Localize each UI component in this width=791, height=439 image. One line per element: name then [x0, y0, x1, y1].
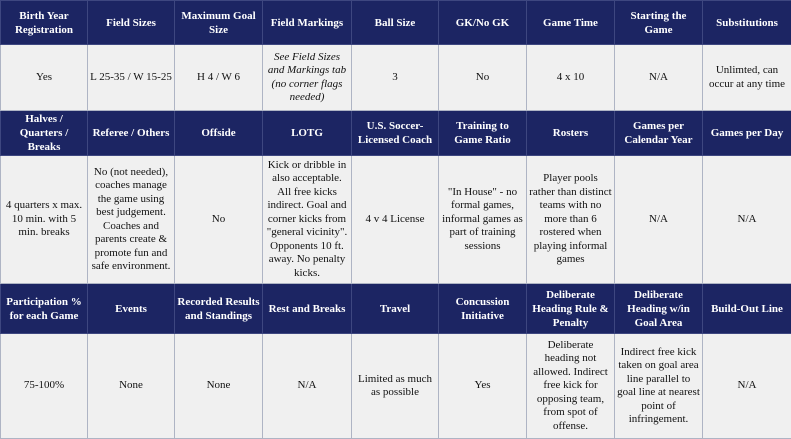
value-cell: None — [88, 334, 175, 439]
value-row-2 — [1, 156, 791, 284]
value-cell: No — [439, 45, 527, 111]
value-cell: N/A — [703, 334, 791, 439]
header-cell: Starting the Game — [615, 1, 703, 45]
value-cell: 4 v 4 License — [352, 156, 439, 284]
value-cell: H 4 / W 6 — [175, 45, 263, 111]
header-cell: Ball Size — [352, 1, 439, 45]
value-cell: Kick or dribble in also acceptable. All free kicks indirect. Goal and corner kicks from "general vicinity". Opponents 10 ft. away. No penalty kicks. — [263, 156, 352, 284]
header-cell: Build-Out Line — [703, 284, 791, 334]
header-cell: Maximum Goal Size — [175, 1, 263, 45]
header-cell: GK/No GK — [439, 1, 527, 45]
header-cell: Halves / Quarters / Breaks — [1, 111, 88, 156]
header-cell: Deliberate Heading Rule & Penalty — [527, 284, 615, 334]
value-cell: N/A — [615, 45, 703, 111]
header-cell: Recorded Results and Standings — [175, 284, 263, 334]
header-cell: Participation % for each Game — [1, 284, 88, 334]
value-cell: 75-100% — [1, 334, 88, 439]
value-cell: 3 — [352, 45, 439, 111]
header-cell: Travel — [352, 284, 439, 334]
value-row-1 — [1, 45, 791, 111]
value-row-3 — [1, 334, 791, 439]
header-cell: Games per Day — [703, 111, 791, 156]
value-cell: None — [175, 334, 263, 439]
value-cell: 4 x 10 — [527, 45, 615, 111]
header-row-2 — [1, 111, 791, 156]
header-cell: Concussion Initiative — [439, 284, 527, 334]
value-cell: N/A — [615, 156, 703, 284]
value-cell: Limited as much as possible — [352, 334, 439, 439]
header-cell: Rest and Breaks — [263, 284, 352, 334]
header-cell: Rosters — [527, 111, 615, 156]
header-cell: Events — [88, 284, 175, 334]
value-cell: No (not needed), coaches manage the game using best judgement. Coaches and parents create & promote fun and safe environment. — [88, 156, 175, 284]
value-cell: No — [175, 156, 263, 284]
header-cell: LOTG — [263, 111, 352, 156]
header-cell: Training to Game Ratio — [439, 111, 527, 156]
value-cell: Indirect free kick taken on goal area line parallel to goal line at nearest point of infringement. — [615, 334, 703, 439]
value-cell: L 25-35 / W 15-25 — [88, 45, 175, 111]
value-cell: N/A — [263, 334, 352, 439]
value-cell: Yes — [1, 45, 88, 111]
header-cell: Deliberate Heading w/in Goal Area — [615, 284, 703, 334]
header-cell: Substitutions — [703, 1, 791, 45]
value-cell: "In House" - no formal games, informal games as part of training sessions — [439, 156, 527, 284]
header-cell: Field Markings — [263, 1, 352, 45]
value-cell: Unlimted, can occur at any time — [703, 45, 791, 111]
value-cell: See Field Sizes and Markings tab (no corner flags needed) — [263, 45, 352, 111]
value-cell: 4 quarters x max. 10 min. with 5 min. breaks — [1, 156, 88, 284]
header-cell: Birth Year Registration — [1, 1, 88, 45]
header-row-1 — [1, 1, 791, 45]
value-cell: Yes — [439, 334, 527, 439]
header-cell: Referee / Others — [88, 111, 175, 156]
header-cell: Games per Calendar Year — [615, 111, 703, 156]
value-cell: Deliberate heading not allowed. Indirect free kick for opposing team, from spot of offense. — [527, 334, 615, 439]
value-cell: N/A — [703, 156, 791, 284]
header-row-3 — [1, 284, 791, 334]
header-cell: Field Sizes — [88, 1, 175, 45]
value-cell: Player pools rather than distinct teams with no more than 6 rostered when playing informal games — [527, 156, 615, 284]
header-cell: Offside — [175, 111, 263, 156]
header-cell: U.S. Soccer-Licensed Coach — [352, 111, 439, 156]
header-cell: Game Time — [527, 1, 615, 45]
